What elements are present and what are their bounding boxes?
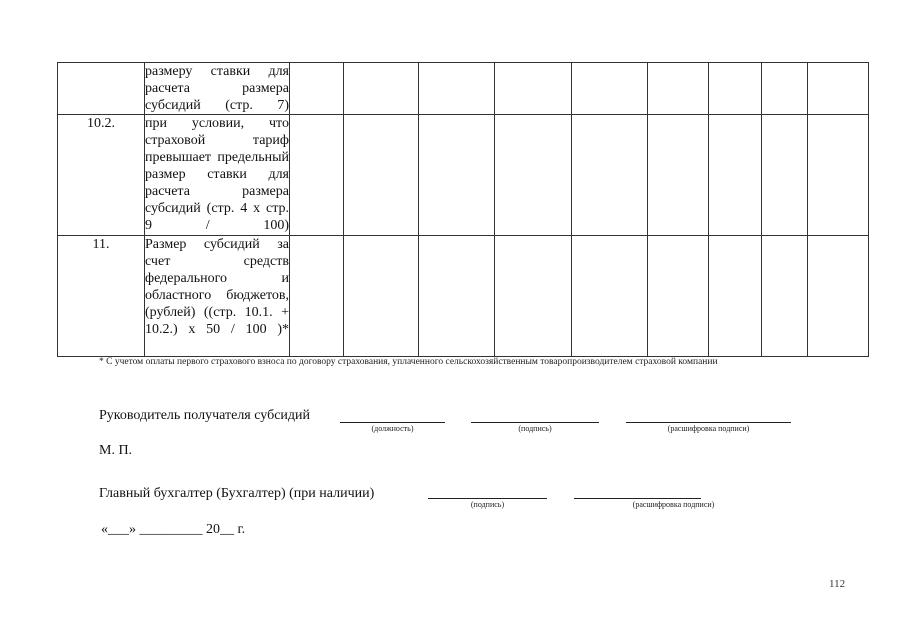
signature-caption: (подпись) — [518, 424, 552, 433]
value-cell — [709, 115, 762, 236]
value-cell — [419, 63, 495, 115]
stamp-label: М. П. — [99, 443, 133, 458]
accountant-signature-caption: (подпись) — [470, 500, 505, 509]
value-cell — [709, 63, 762, 115]
table-row — [58, 236, 869, 357]
value-cell — [290, 115, 344, 236]
footnote: * С учетом оплаты первого страхового взноса по договору страхования, уплаченного сельскохозяйственным товаропроизводителем страховой компании — [99, 357, 718, 367]
value-cell — [808, 115, 869, 236]
value-cell — [648, 236, 709, 357]
value-cell — [762, 63, 808, 115]
value-cell — [709, 236, 762, 357]
value-cell — [419, 236, 495, 357]
table-row — [58, 63, 869, 115]
value-cell — [572, 236, 648, 357]
row-description: Размер субсидий за счет средств федерального и областного бюджетов, (рублей) ((стр. 10.1. + 10.2.) х 50 / 100 )* — [145, 236, 290, 357]
row-number — [58, 63, 145, 115]
value-cell — [344, 63, 419, 115]
value-cell — [572, 115, 648, 236]
row-number: 10.2. — [58, 115, 145, 236]
row-description: при условии, что страховой тариф превышает предельный размер ставки для расчета размера субсидий (стр. 4 х стр. 9 / 100) — [145, 115, 290, 236]
table-row — [58, 115, 869, 236]
accountant-decoding-line — [574, 498, 701, 499]
value-cell — [648, 115, 709, 236]
value-cell — [495, 236, 572, 357]
value-cell — [290, 236, 344, 357]
position-caption: (должность) — [371, 424, 414, 433]
accountant-signature-line — [428, 498, 547, 499]
calculation-table — [57, 62, 869, 357]
decoding-caption: (расшифровка подписи) — [667, 424, 750, 433]
accountant-decoding-caption: (расшифровка подписи) — [632, 500, 715, 509]
value-cell — [648, 63, 709, 115]
value-cell — [290, 63, 344, 115]
value-cell — [495, 115, 572, 236]
value-cell — [344, 115, 419, 236]
value-cell — [762, 236, 808, 357]
value-cell — [808, 63, 869, 115]
value-cell — [495, 63, 572, 115]
row-number: 11. — [58, 236, 145, 357]
head-label: Руководитель получателя субсидий — [99, 408, 311, 423]
signature-line — [471, 422, 599, 423]
decoding-line — [626, 422, 791, 423]
position-line — [340, 422, 445, 423]
value-cell — [344, 236, 419, 357]
page-number: 112 — [829, 578, 846, 590]
date-line: «___» _________ 20__ г. — [101, 522, 246, 537]
accountant-label: Главный бухгалтер (Бухгалтер) (при наличии) — [99, 486, 375, 501]
value-cell — [419, 115, 495, 236]
value-cell — [808, 236, 869, 357]
value-cell — [572, 63, 648, 115]
row-description: размеру ставки для расчета размера субсидий (стр. 7) — [145, 64, 289, 113]
value-cell — [762, 115, 808, 236]
